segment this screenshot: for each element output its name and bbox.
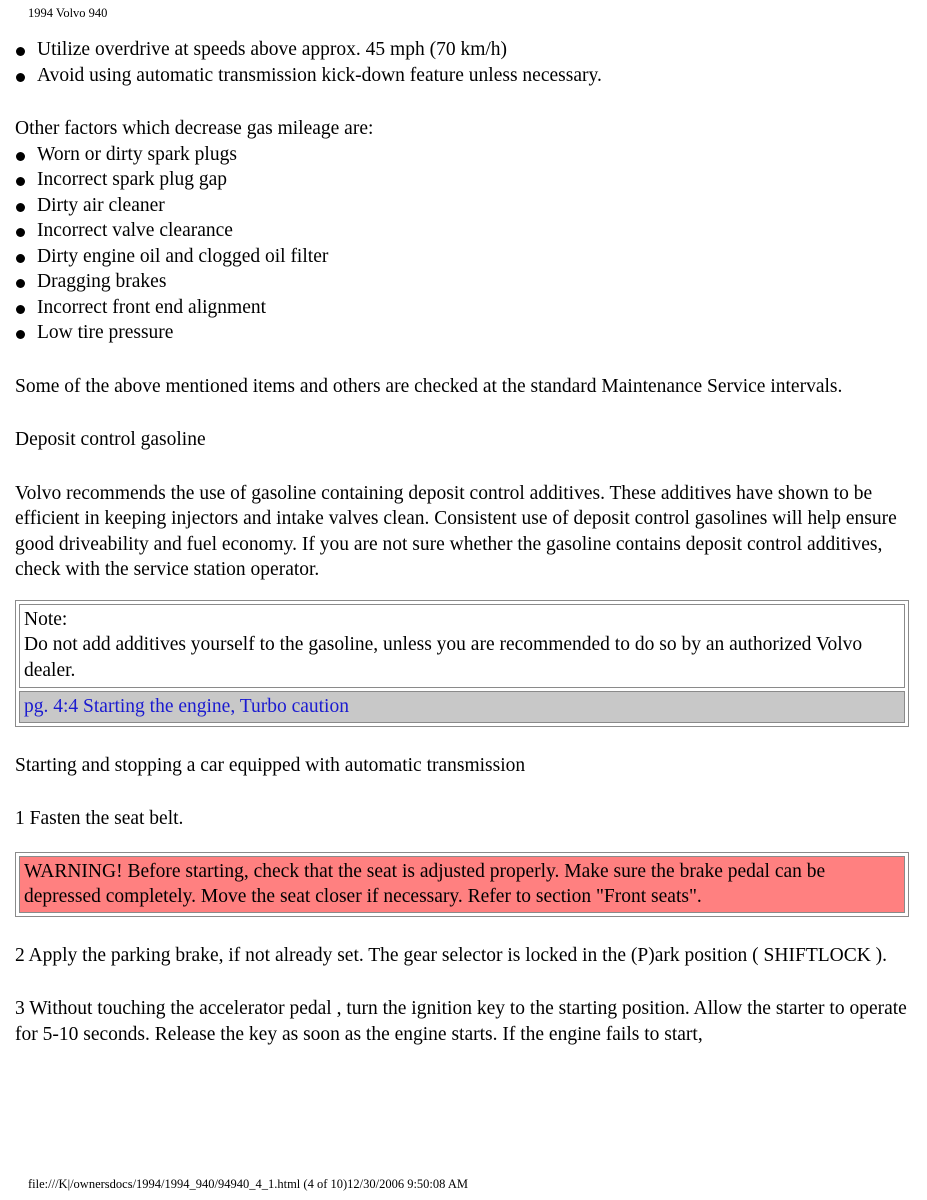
tips-list (15, 37, 912, 88)
document-body (15, 37, 912, 1047)
list-item: Incorrect front end alignment (15, 295, 912, 321)
list-item: Incorrect spark plug gap (15, 167, 912, 193)
list-item: Dragging brakes (15, 269, 912, 295)
factors-list (15, 142, 912, 346)
warning-box (15, 852, 909, 917)
maintenance-paragraph: Some of the above mentioned items and others are checked at the standard Maintenance Service intervals. (15, 375, 843, 397)
step-1: 1 Fasten the seat belt. (15, 808, 184, 829)
list-item: Low tire pressure (15, 320, 912, 346)
list-item: Dirty engine oil and clogged oil filter (15, 244, 912, 270)
deposit-heading: Deposit control gasoline (15, 429, 206, 450)
note-label: Note: (24, 608, 68, 630)
deposit-paragraph: Volvo recommends the use of gasoline containing deposit control additives. These additives have shown to be efficient in keeping injectors and intake valves clean. Consistent use of deposit control gasolines will help ensure good driveability and fuel economy. If you are not sure whether the gasoline contains deposit control additives, check with the service station operator. (15, 482, 897, 580)
page-header: 1994 Volvo 940 (28, 6, 108, 20)
note-box (15, 600, 909, 727)
step-2: 2 Apply the parking brake, if not already set. The gear selector is locked in the (P)ark position ( SHIFTLOCK ). (15, 944, 888, 966)
warning-text: WARNING! Before starting, check that the seat is adjusted properly. Make sure the brake pedal can be depressed completely. Move the seat closer if necessary. Refer to section "Front seats". (19, 856, 905, 913)
factors-intro: Other factors which decrease gas mileage are: (15, 118, 374, 139)
list-item: Avoid using automatic transmission kick-down feature unless necessary. (15, 63, 912, 89)
list-item: Worn or dirty spark plugs (15, 142, 912, 168)
list-item: Dirty air cleaner (15, 193, 912, 219)
note-text: Do not add additives yourself to the gasoline, unless you are recommended to do so by an authorized Volvo dealer. (24, 634, 863, 681)
turbo-caution-link[interactable]: pg. 4:4 Starting the engine, Turbo caution (19, 691, 905, 723)
list-item: Incorrect valve clearance (15, 218, 912, 244)
list-item: Utilize overdrive at speeds above approx. 45 mph (70 km/h) (15, 37, 912, 63)
starting-heading: Starting and stopping a car equipped with automatic transmission (15, 754, 526, 776)
step-3: 3 Without touching the accelerator pedal , turn the ignition key to the starting position. Allow the starter to operate for 5-10 seconds. Release the key as soon as the engine starts. If the engine fails to start, (15, 998, 907, 1045)
page-footer: file:///K|/ownersdocs/1994/1994_940/94940_4_1.html (4 of 10)12/30/2006 9:50:08 AM (28, 1177, 468, 1191)
note-cell (19, 604, 905, 689)
